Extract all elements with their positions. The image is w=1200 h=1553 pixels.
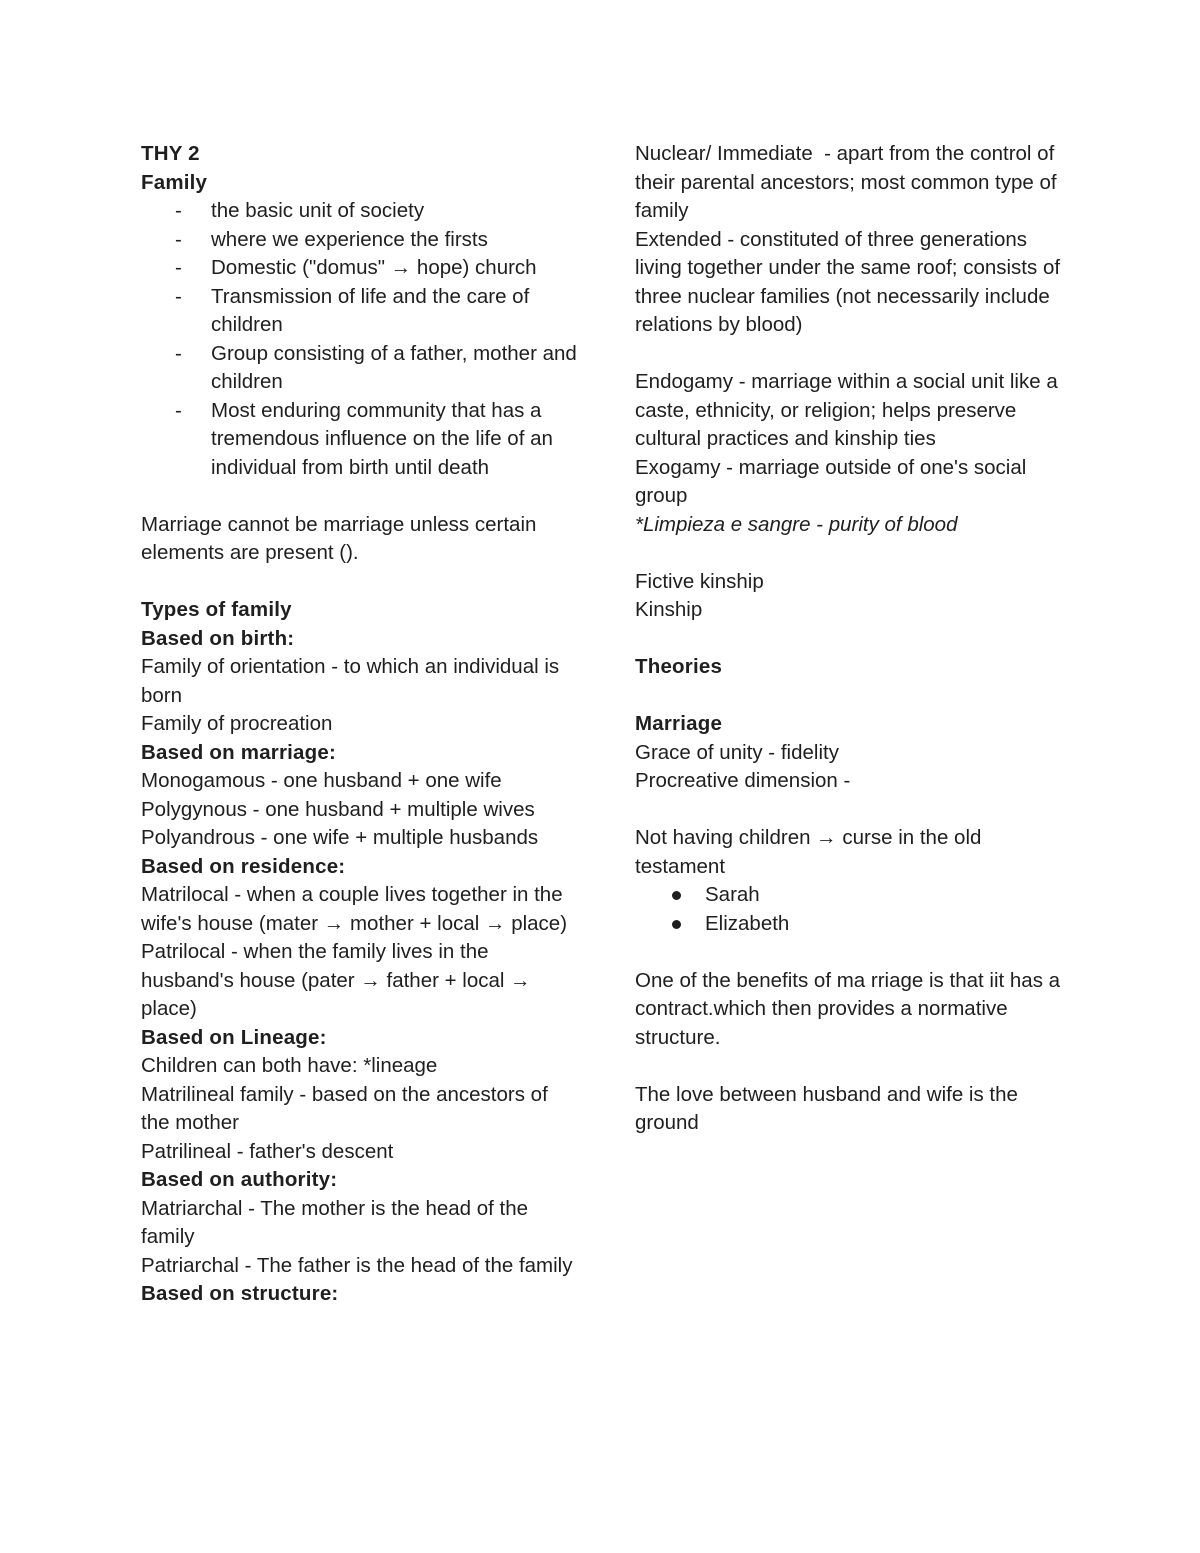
marriage-heading: Marriage	[635, 712, 723, 735]
marriage-type-heading: Based on marriage:	[141, 740, 336, 764]
spacer	[635, 625, 1075, 654]
family-heading: Family	[141, 170, 208, 194]
list-item: - where we experience the firsts	[141, 226, 581, 255]
list-item: - Transmission of life and the care of children	[175, 284, 530, 336]
residence-item: Matrilocal - when a couple lives together in the wife's house (mater → mother + local → place)	[141, 883, 569, 935]
benefits-text: One of the benefits of ma rriage is that iit has a contract.which then provides a normative structure.	[635, 968, 1066, 1049]
types-heading: Types of family	[141, 598, 292, 621]
lineage-item: Matrilineal family - based on the ancestors of the mother	[141, 1082, 554, 1134]
structure-heading: Based on structure:	[141, 1282, 339, 1305]
marriage-note: Marriage cannot be marriage unless certain elements are present ().	[141, 512, 543, 564]
spacer	[635, 340, 1075, 369]
dash-marker: -	[175, 227, 182, 251]
marriage-item: Polyandrous - one wife + multiple husbands	[141, 826, 539, 849]
document-title: THY 2	[141, 142, 200, 165]
bullet-icon	[672, 920, 681, 929]
extended-family-text: Extended - constituted of three generations living together under the same roof; consists of three nuclear families (not necessarily include relations by blood)	[635, 227, 1066, 336]
procreative-text: Procreative dimension -	[635, 769, 851, 792]
dash-marker: -	[175, 341, 182, 365]
love-text: The love between husband and wife is the ground	[635, 1082, 1024, 1134]
residence-item: Patrilocal - when the family lives in the husband's house (pater → father + local → place)	[141, 940, 537, 1020]
list-item: Sarah	[635, 881, 1075, 910]
authority-item: Patriarchal - The father is the head of the family	[141, 1253, 573, 1277]
dash-marker: -	[175, 256, 182, 279]
spacer	[635, 539, 1075, 568]
birth-item: Family of procreation	[141, 712, 333, 735]
lineage-heading: Based on Lineage:	[141, 1025, 327, 1049]
women-list	[635, 881, 1075, 938]
lineage-item: Children can both have: *lineage	[141, 1054, 438, 1077]
dash-marker: -	[175, 284, 182, 308]
residence-heading: Based on residence:	[141, 854, 346, 878]
lineage-item: Patrilineal - father's descent	[141, 1139, 394, 1163]
authority-heading: Based on authority:	[141, 1168, 338, 1191]
spacer	[635, 1052, 1075, 1081]
family-definition-list	[141, 197, 581, 482]
not-having-children-text: Not having children → curse in the old testament	[635, 826, 988, 878]
spacer	[635, 682, 1075, 711]
list-item: - Most enduring community that has a tremendous influence on the life of an individual from birth until death	[175, 398, 553, 479]
spacer	[635, 938, 1075, 967]
list-item: - Domestic ("domus" → hope) church	[141, 254, 581, 283]
kinship-text: Kinship	[635, 598, 703, 621]
marriage-item: Monogamous - one husband + one wife	[141, 769, 502, 792]
right-column	[635, 140, 1075, 1138]
authority-item: Matriarchal - The mother is the head of the family	[141, 1196, 534, 1248]
birth-item: Family of orientation - to which an individual is born	[141, 655, 565, 707]
bullet-icon	[672, 891, 681, 900]
exogamy-text: Exogamy - marriage outside of one's social group	[635, 455, 1033, 507]
marriage-item: Polygynous - one husband + multiple wives	[141, 797, 535, 821]
spacer	[141, 568, 581, 597]
list-item: Elizabeth	[635, 910, 1075, 939]
spacer	[635, 796, 1075, 825]
list-item: - the basic unit of society	[141, 197, 581, 226]
list-item: - Group consisting of a father, mother and children	[175, 341, 577, 393]
spacer	[141, 482, 581, 511]
left-column	[141, 140, 581, 1309]
birth-heading: Based on birth:	[141, 626, 295, 650]
grace-text: Grace of unity - fidelity	[635, 740, 839, 764]
dash-marker: -	[175, 199, 182, 222]
limpieza-text: *Limpieza e sangre - purity of blood	[635, 512, 958, 536]
fictive-kinship-text: Fictive kinship	[635, 569, 764, 593]
dash-marker: -	[175, 398, 182, 422]
nuclear-family-text: Nuclear/ Immediate - apart from the control of their parental ancestors; most common type of family	[635, 142, 1063, 222]
endogamy-text: Endogamy - marriage within a social unit like a caste, ethnicity, or religion; helps preserve cultural practices and kinship ties	[635, 370, 1064, 450]
theories-heading: Theories	[635, 655, 723, 678]
